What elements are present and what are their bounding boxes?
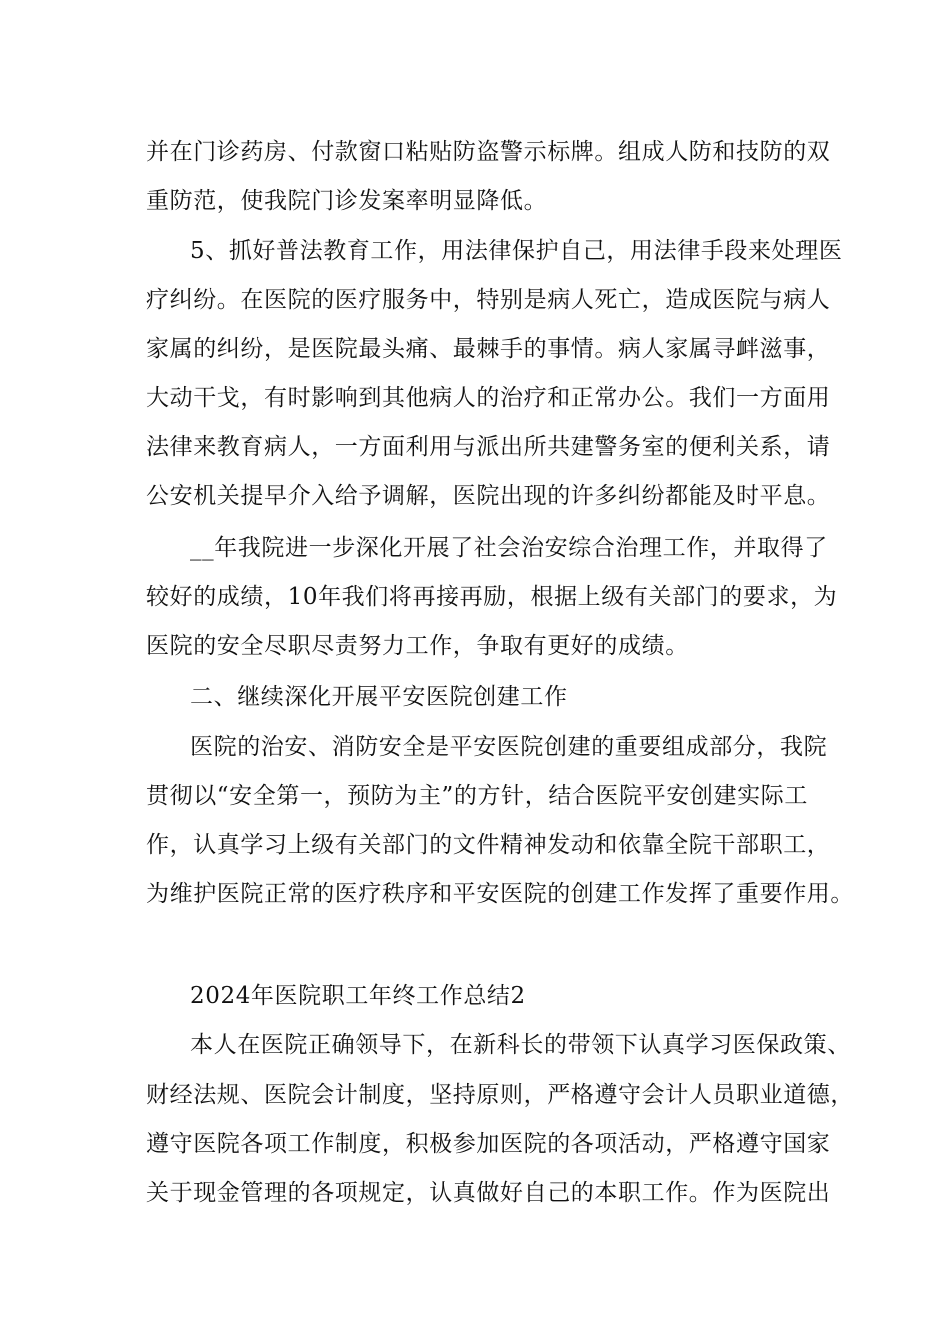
paragraph-line: 遵守医院各项工作制度，积极参加医院的各项活动，严格遵守国家	[146, 1131, 831, 1157]
paragraph-line: 较好的成绩，10年我们将再接再励，根据上级有关部门的要求，为	[146, 584, 838, 610]
section-heading: 二、继续深化开展平安医院创建工作	[190, 684, 568, 710]
paragraph-line: 作，认真学习上级有关部门的文件精神发动和依靠全院干部职工，	[146, 832, 831, 858]
paragraph-line: 医院的治安、消防安全是平安医院创建的重要组成部分，我院	[190, 734, 828, 760]
paragraph-line: 贯彻以“安全第一，预防为主”的方针，结合医院平安创建实际工	[146, 783, 808, 809]
paragraph-line: __年我院进一步深化开展了社会治安综合治理工作，并取得了	[190, 535, 828, 561]
paragraph-line: 法律来教育病人，一方面利用与派出所共建警务室的便利关系，请	[146, 434, 831, 460]
paragraph-line: 重防范，使我院门诊发案率明显降低。	[146, 188, 548, 214]
paragraph-line: 财经法规、医院会计制度，坚持原则，严格遵守会计人员职业道德，	[146, 1082, 854, 1108]
paragraph-line: 并在门诊药房、付款窗口粘贴防盗警示标牌。组成人防和技防的双	[146, 139, 831, 165]
paragraph-line: 公安机关提早介入给予调解，医院出现的许多纠纷都能及时平息。	[146, 483, 831, 509]
paragraph-line: 5、抓好普法教育工作，用法律保护自己，用法律手段来处理医	[190, 238, 843, 264]
paragraph-line: 疗纠纷。在医院的医疗服务中，特别是病人死亡，造成医院与病人	[146, 287, 831, 313]
document-title: 2024年医院职工年终工作总结2	[190, 983, 526, 1009]
paragraph-line: 为维护医院正常的医疗秩序和平安医院的创建工作发挥了重要作用。	[146, 881, 854, 907]
paragraph-line: 大动干戈，有时影响到其他病人的治疗和正常办公。我们一方面用	[146, 385, 831, 411]
paragraph-line: 关于现金管理的各项规定，认真做好自己的本职工作。作为医院出	[146, 1180, 831, 1206]
paragraph-line: 医院的安全尽职尽责努力工作，争取有更好的成绩。	[146, 633, 689, 659]
paragraph-line: 本人在医院正确领导下，在新科长的带领下认真学习医保政策、	[190, 1032, 851, 1058]
paragraph-line: 家属的纠纷，是医院最头痛、最棘手的事情。病人家属寻衅滋事，	[146, 336, 831, 362]
